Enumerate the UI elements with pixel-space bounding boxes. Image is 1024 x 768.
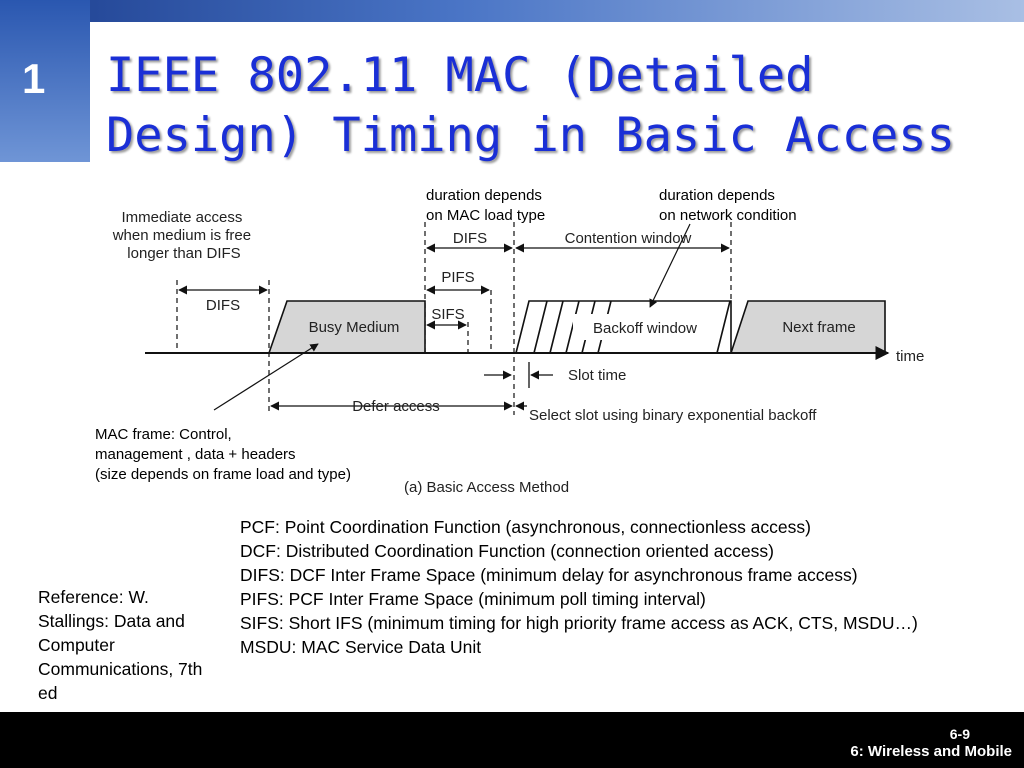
- defer-access-label: Defer access: [352, 398, 440, 415]
- footer-page-number: 6-9: [949, 726, 970, 742]
- sifs-label: SIFS: [431, 306, 465, 323]
- network-condition-note: duration depends on network condition: [659, 187, 797, 224]
- definition-dcf: DCF: Distributed Coordination Function (connection oriented access): [240, 541, 775, 561]
- immediate-access-line-1: Immediate access: [121, 209, 243, 226]
- pifs-label: PIFS: [441, 269, 475, 286]
- immediate-access-line-2: when medium is free: [112, 227, 252, 244]
- definition-pifs: PIFS: PCF Inter Frame Space (minimum poll timing interval): [240, 589, 706, 609]
- reference-note: Reference: W. Stallings: Data and Computer Communications, 7th ed: [38, 587, 203, 703]
- slot-time-label: Slot time: [568, 367, 627, 384]
- definitions-list: [240, 515, 960, 659]
- footer-bar: [0, 712, 1024, 768]
- definition-difs: DIFS: DCF Inter Frame Space (minimum delay for asynchronous frame access): [240, 565, 858, 585]
- slide-number: 1: [22, 55, 46, 102]
- definition-pcf: PCF: Point Coordination Function (asynchronous, connectionless access): [240, 517, 811, 537]
- slide-title-line-1: IEEE 802.11 MAC (Detailed: [106, 48, 814, 103]
- difs-left-label: DIFS: [205, 297, 241, 314]
- immediate-access-line-3: longer than DIFS: [127, 245, 241, 262]
- slide-title-line-2: Design) Timing in Basic Access: [106, 108, 955, 163]
- footer-course-title: 6: Wireless and Mobile: [850, 743, 1012, 760]
- diagram-caption: (a) Basic Access Method: [404, 479, 570, 496]
- difs-top-label: DIFS: [452, 230, 488, 247]
- mac-frame-note: MAC frame: Control, management , data + headers (size depends on frame load and type): [95, 426, 351, 483]
- mac-load-note: duration depends on MAC load type: [426, 187, 546, 224]
- busy-medium-label: Busy Medium: [308, 319, 400, 336]
- contention-window-label: Contention window: [564, 230, 692, 247]
- immediate-access-label: [112, 209, 256, 262]
- next-frame-label: Next frame: [782, 319, 856, 336]
- definition-sifs: SIFS: Short IFS (minimum timing for high priority frame access as ACK, CTS, MSDU…): [240, 613, 918, 633]
- backoff-window-label: Backoff window: [593, 320, 697, 337]
- time-axis-label: time: [896, 348, 925, 365]
- select-slot-label: Select slot using binary exponential backoff: [529, 407, 817, 424]
- definition-msdu: MSDU: MAC Service Data Unit: [240, 637, 482, 657]
